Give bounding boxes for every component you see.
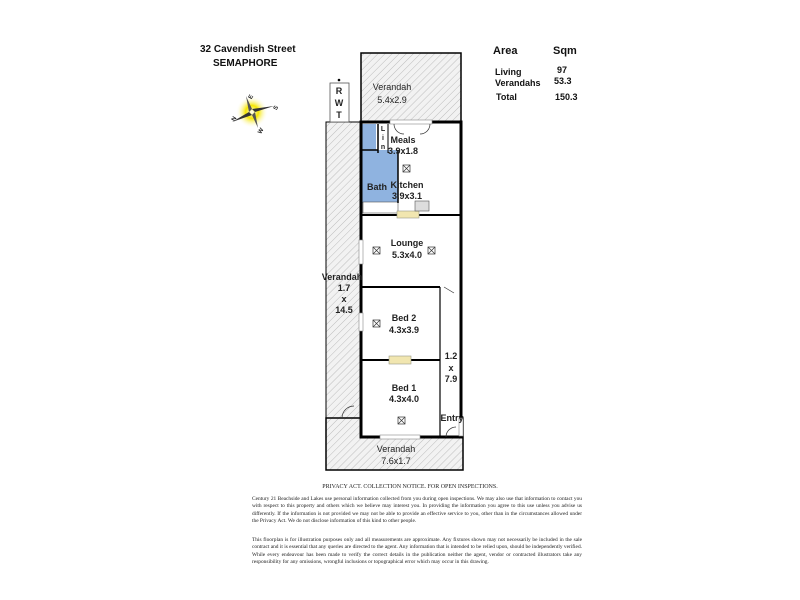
address-line-2: SEMAPHORE	[213, 58, 278, 69]
bed1-size: 4.3x4.0	[388, 394, 420, 404]
compass-s: S	[272, 105, 281, 112]
area-living-label: Living	[495, 67, 522, 77]
lin-n: n	[380, 144, 386, 151]
area-living-value: 97	[557, 65, 568, 75]
privacy-notice-text: Century 21 Beachside and Lakes use personal information collected from you during open inspections. We may also use that information to contact you with respect to this property and others which we believe may interest you. In providing the information you agree to this use unless you advise us differently. If the information is not provided we may not be able to provide an effective service to you, other than in the circumstances allowed under the Privacy Act. We do not disclose information of this kind to other people.	[252, 496, 582, 524]
meals-size: 3.9x1.8	[387, 146, 419, 156]
area-header: Area	[493, 45, 518, 57]
rwt-r: R	[335, 86, 343, 96]
rwt-t: T	[336, 110, 342, 120]
hall-w: 1.2	[444, 351, 458, 361]
disclaimer-text: This floorplan is for illustration purposes only and all measurements are approximate. Any fixtures shown may not necessarily be included in the sale contract and it is essential that any queries are directed to the agent. Any information that is intended to be relied upon, should be independently verified. While every endeavour has been made to verify the correct details in the publication neither the agent, vendor or contracted illustrators take any responsibility for any omissions, wrongful inclusions or topographical error which may occur in this drawing.	[252, 537, 582, 565]
kitchen-name: Kitchen	[390, 180, 424, 190]
verandah-bottom-name: Verandah	[376, 444, 416, 454]
compass-n: N	[231, 115, 239, 123]
bed2-size: 4.3x3.9	[388, 325, 420, 335]
bed2-name: Bed 2	[391, 313, 417, 323]
compass-w: W	[257, 127, 266, 136]
verandah-top-size: 5.4x2.9	[377, 95, 407, 105]
sqm-header: Sqm	[553, 45, 577, 57]
area-total-label: Total	[496, 92, 517, 102]
verandah-bottom-size: 7.6x1.7	[381, 456, 411, 466]
lounge-name: Lounge	[390, 238, 424, 248]
area-verandahs-label: Verandahs	[495, 78, 541, 88]
lin-l: L	[380, 126, 386, 133]
hall-l: 7.9	[444, 374, 458, 384]
area-verandahs-value: 53.3	[554, 76, 572, 86]
verandah-side-x: x	[341, 294, 347, 304]
address-line-1: 32 Cavendish Street	[200, 44, 296, 55]
lin-i: i	[382, 135, 384, 142]
verandah-side	[326, 122, 362, 419]
privacy-notice-title: PRIVACY ACT. COLLECTION NOTICE. FOR OPEN INSPECTIONS.	[322, 484, 498, 490]
meals-name: Meals	[390, 135, 416, 145]
bed1-name: Bed 1	[391, 383, 417, 393]
verandah-top-name: Verandah	[372, 82, 412, 92]
entry-name: Entry	[440, 413, 464, 423]
lounge-size: 5.3x4.0	[391, 250, 423, 260]
area-total-value: 150.3	[555, 92, 578, 102]
bath-name: Bath	[367, 182, 387, 192]
kitchen-size: 3.9x3.1	[391, 191, 423, 201]
hall-x: x	[448, 363, 454, 373]
compass-e: E	[247, 94, 256, 101]
verandah-side-name: Verandah	[321, 272, 363, 282]
rwt-w: W	[334, 98, 344, 108]
verandah-side-w: 1.7	[337, 283, 351, 293]
verandah-side-l: 14.5	[335, 305, 353, 315]
